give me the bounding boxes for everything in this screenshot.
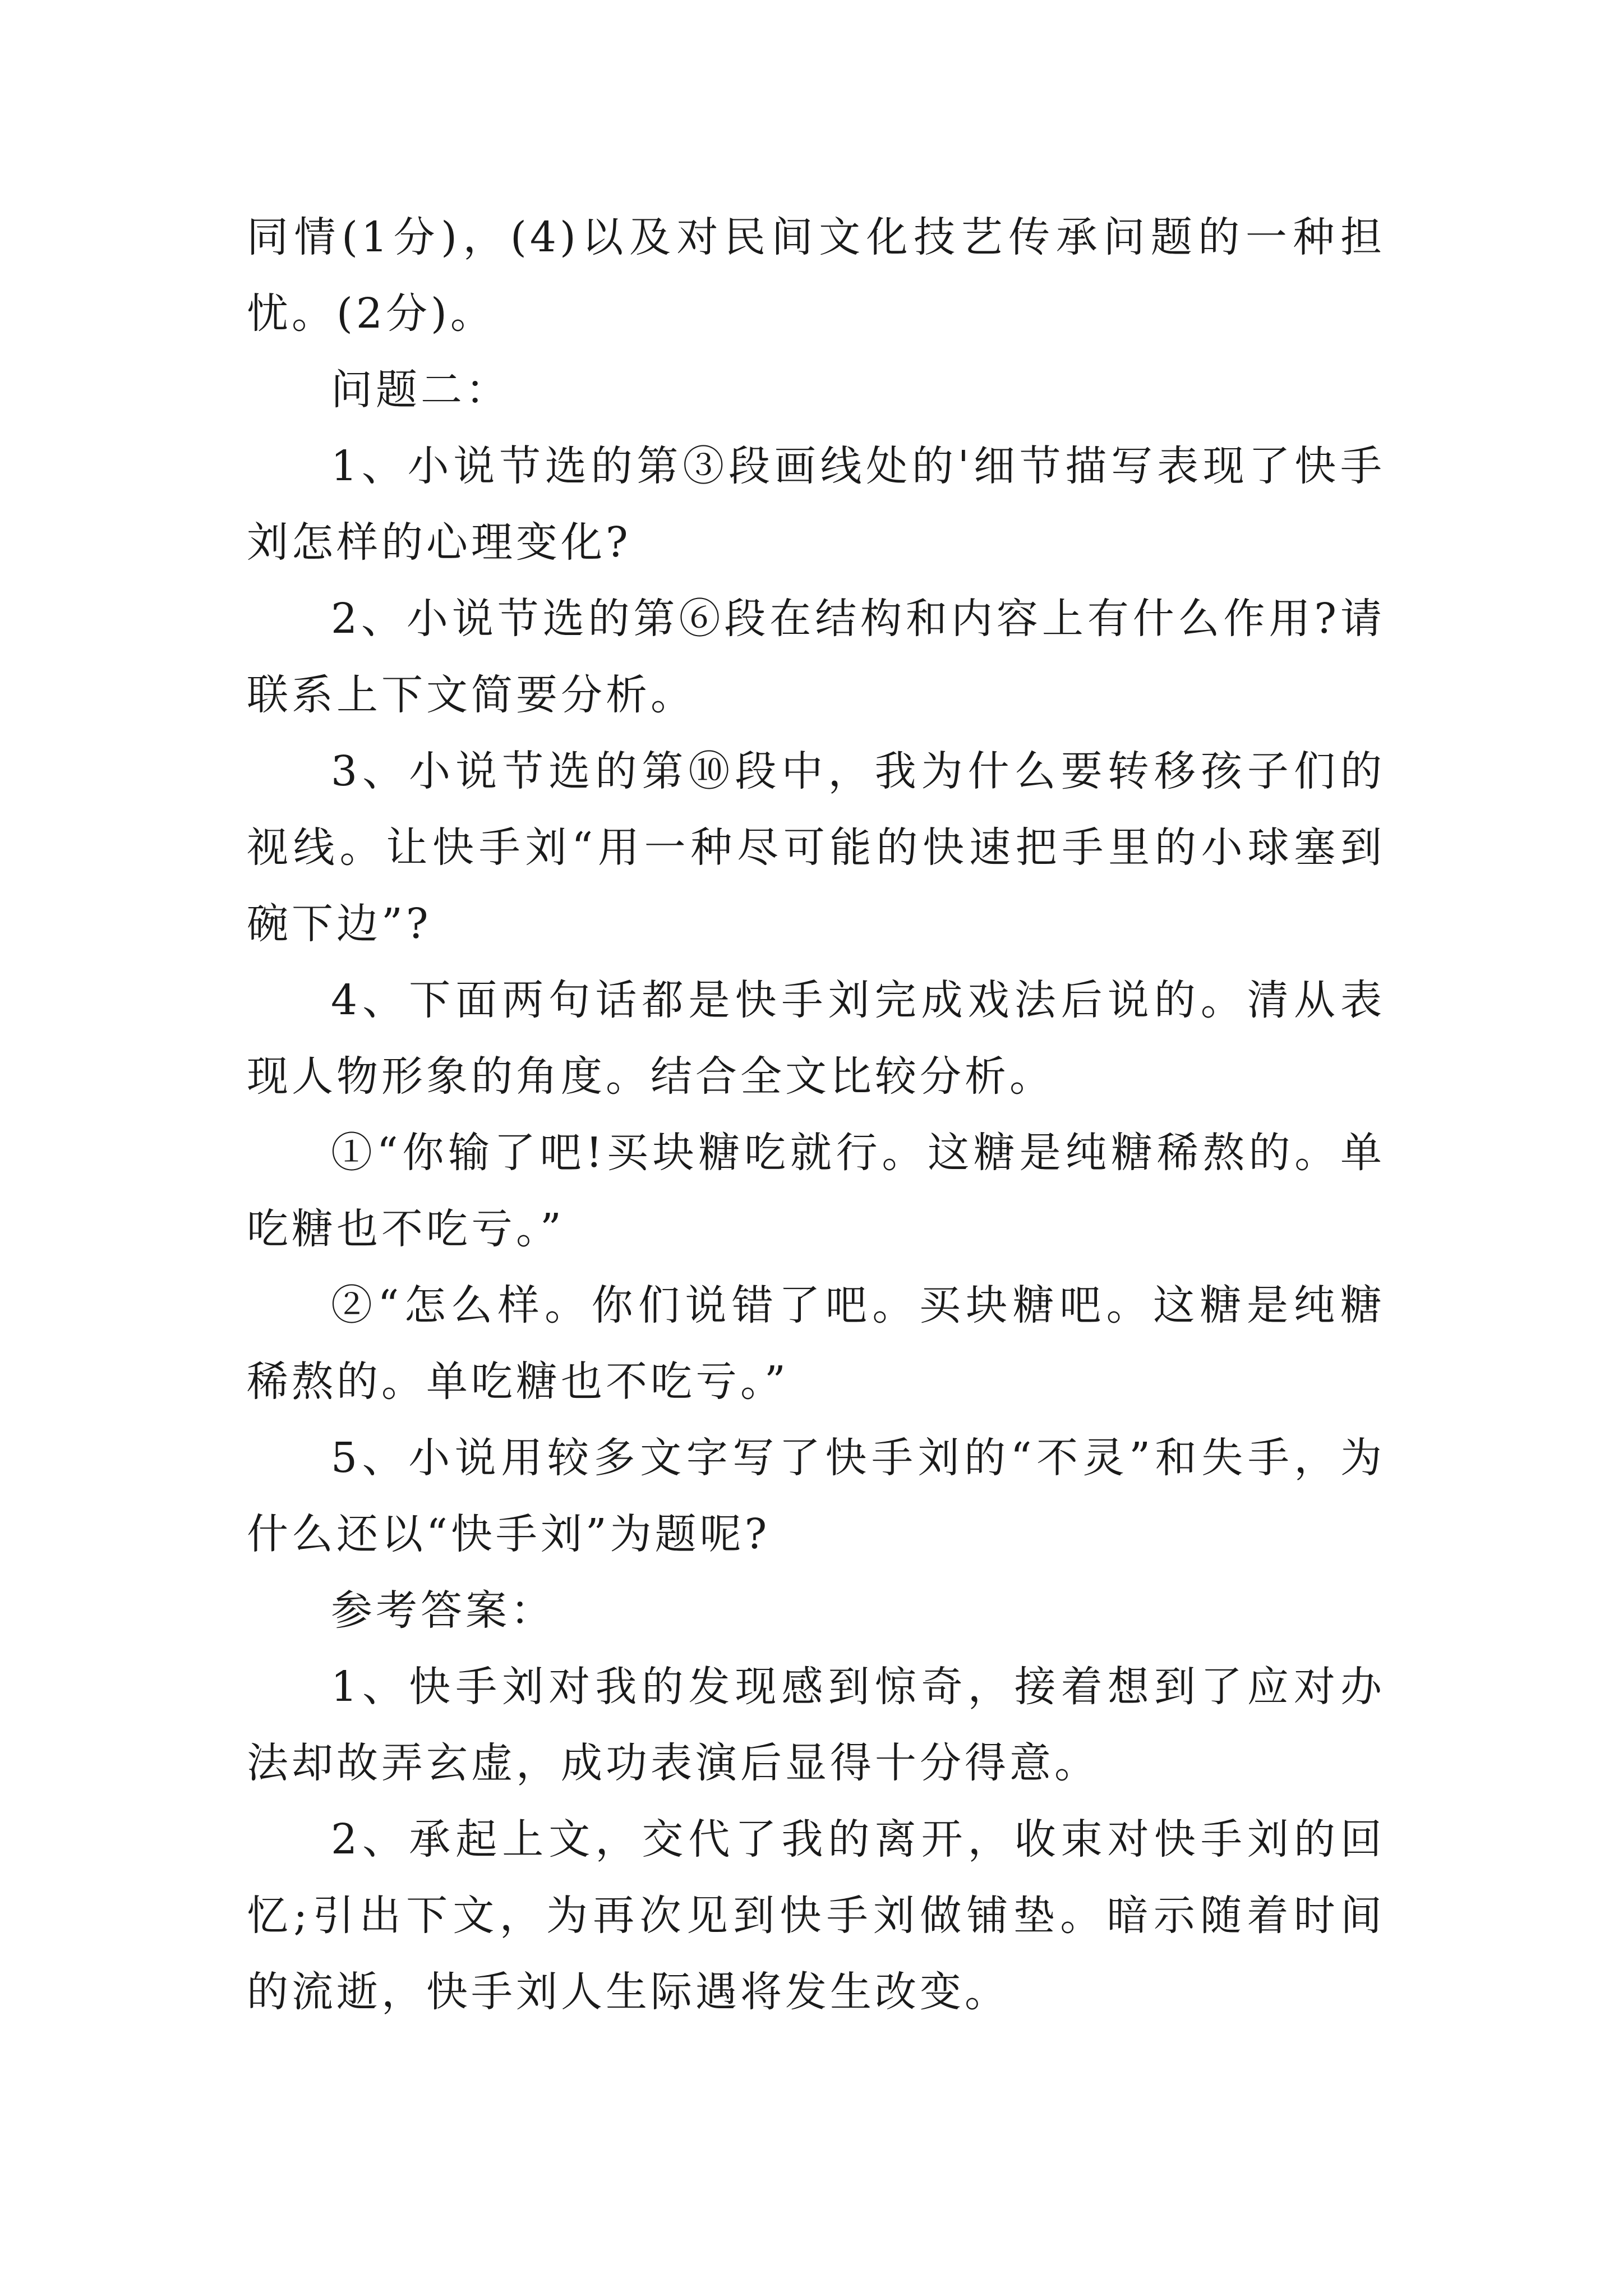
quote-2: ②“怎么样。你们说错了吧。买块糖吧。这糖是纯糖稀熬的。单吃糖也不吃亏。” bbox=[247, 1281, 1385, 1406]
section-heading-question-two: 问题二： bbox=[331, 366, 510, 414]
answer-2: 2、承起上文，交代了我的离开，收束对快手刘的回忆;引出下文，为再次见到快手刘做铺垫。暗示随着时间的流逝，快手刘人生际遇将发生改变。 bbox=[247, 1815, 1385, 2016]
answer-1: 1、快手刘对我的发现感到惊奇，接着想到了应对办法却故弄玄虚，成功表演后显得十分得意。 bbox=[247, 1663, 1385, 1787]
question-2: 2、小说节选的第⑥段在结构和内容上有什么作用?请联系上下文简要分析。 bbox=[247, 595, 1385, 719]
quote-1: ①“你输了吧!买块糖吃就行。这糖是纯糖稀熬的。单吃糖也不吃亏。” bbox=[247, 1129, 1385, 1253]
section-heading-reference-answers: 参考答案： bbox=[331, 1586, 555, 1635]
question-1: 1、小说节选的第③段画线处的'细节描写表现了快手刘怎样的心理变化? bbox=[247, 442, 1385, 567]
paragraph-answer-continuation: 同情(1分)，(4)以及对民间文化技艺传承问题的一种担忧。(2分)。 bbox=[247, 213, 1385, 338]
question-3: 3、小说节选的第⑩段中，我为什么要转移孩子们的视线。让快手刘“用一种尽可能的快速把手里的小球塞到碗下边”? bbox=[247, 747, 1385, 948]
question-5: 5、小说用较多文字写了快手刘的“不灵”和失手，为什么还以“快手刘”为题呢? bbox=[247, 1434, 1385, 1558]
document-body bbox=[247, 199, 1385, 2030]
question-4: 4、下面两句话都是快手刘完成戏法后说的。清从表现人物形象的角度。结合全文比较分析。 bbox=[247, 976, 1385, 1101]
